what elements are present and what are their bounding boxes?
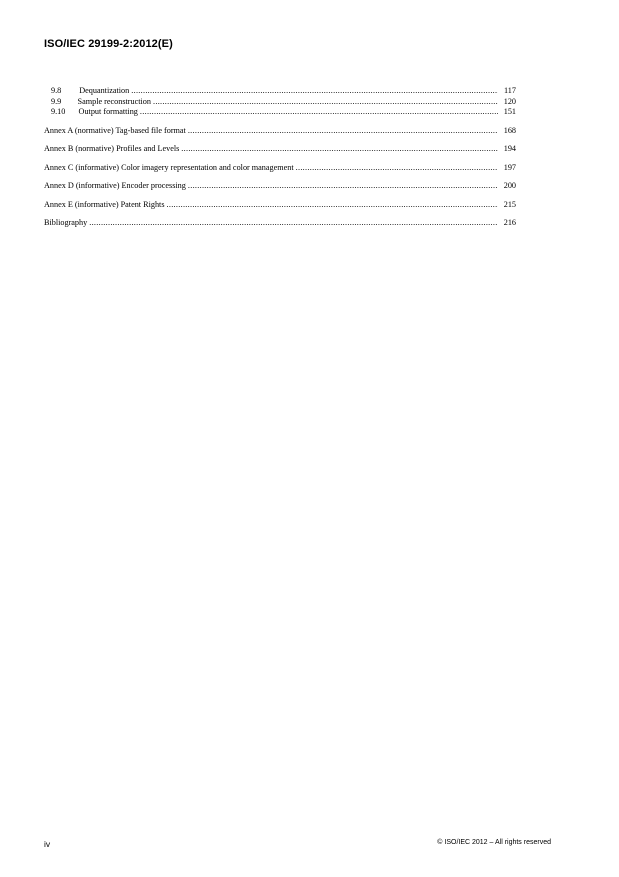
toc-subitem-9-10[interactable] <box>44 107 516 118</box>
document-id-header: ISO/IEC 29199-2:2012(E) <box>44 38 173 50</box>
toc-entry-title: Annex D (informative) Encoder processing <box>44 181 186 190</box>
dot-leader <box>181 144 498 155</box>
dot-leader <box>188 181 498 192</box>
toc-page-number: 151 <box>503 107 516 116</box>
table-of-contents <box>44 86 516 229</box>
toc-page-number: 194 <box>503 144 516 153</box>
toc-section-number: 9.10 <box>51 107 66 116</box>
toc-page-number: 215 <box>503 199 516 209</box>
toc-entry-title: Dequantization <box>79 86 130 95</box>
toc-item-annex-b[interactable] <box>44 144 516 155</box>
toc-page-number: 117 <box>504 86 516 95</box>
toc-page-number: 200 <box>503 181 516 190</box>
toc-page-number: 120 <box>503 96 516 106</box>
dot-leader <box>131 86 498 97</box>
dot-leader <box>89 218 498 229</box>
toc-entry-title: Output formatting <box>78 107 138 116</box>
toc-subitem-9-9[interactable] <box>44 97 516 108</box>
toc-page-number: 197 <box>503 162 516 172</box>
toc-entry-title: Annex C (informative) Color imagery representation and color management <box>44 162 294 172</box>
toc-entry-title: Annex A (normative) Tag-based file format <box>44 125 186 135</box>
toc-item-annex-e[interactable] <box>44 200 516 211</box>
toc-page-number: 216 <box>503 218 516 227</box>
toc-subitem-9-8[interactable] <box>44 86 516 97</box>
dot-leader <box>167 200 498 211</box>
toc-entry-title: Annex B (normative) Profiles and Levels <box>44 144 180 153</box>
dot-leader <box>296 163 498 174</box>
toc-section-number: 9.8 <box>51 86 62 95</box>
toc-item-annex-a[interactable] <box>44 126 516 137</box>
dot-leader <box>140 107 498 118</box>
toc-section-number: 9.9 <box>51 96 62 106</box>
toc-item-annex-c[interactable] <box>44 163 516 174</box>
dot-leader <box>188 126 498 137</box>
toc-entry-title: Annex E (informative) Patent Rights <box>44 199 165 209</box>
toc-entry-title: Bibliography <box>44 218 88 227</box>
footer-page-number: iv <box>44 839 51 849</box>
toc-page-number: 168 <box>503 125 516 135</box>
toc-item-bibliography[interactable] <box>44 218 516 229</box>
toc-item-annex-d[interactable] <box>44 181 516 192</box>
footer-copyright: © ISO/IEC 2012 – All rights reserved <box>437 839 551 846</box>
dot-leader <box>153 97 498 108</box>
toc-entry-title: Sample reconstruction <box>77 96 151 106</box>
